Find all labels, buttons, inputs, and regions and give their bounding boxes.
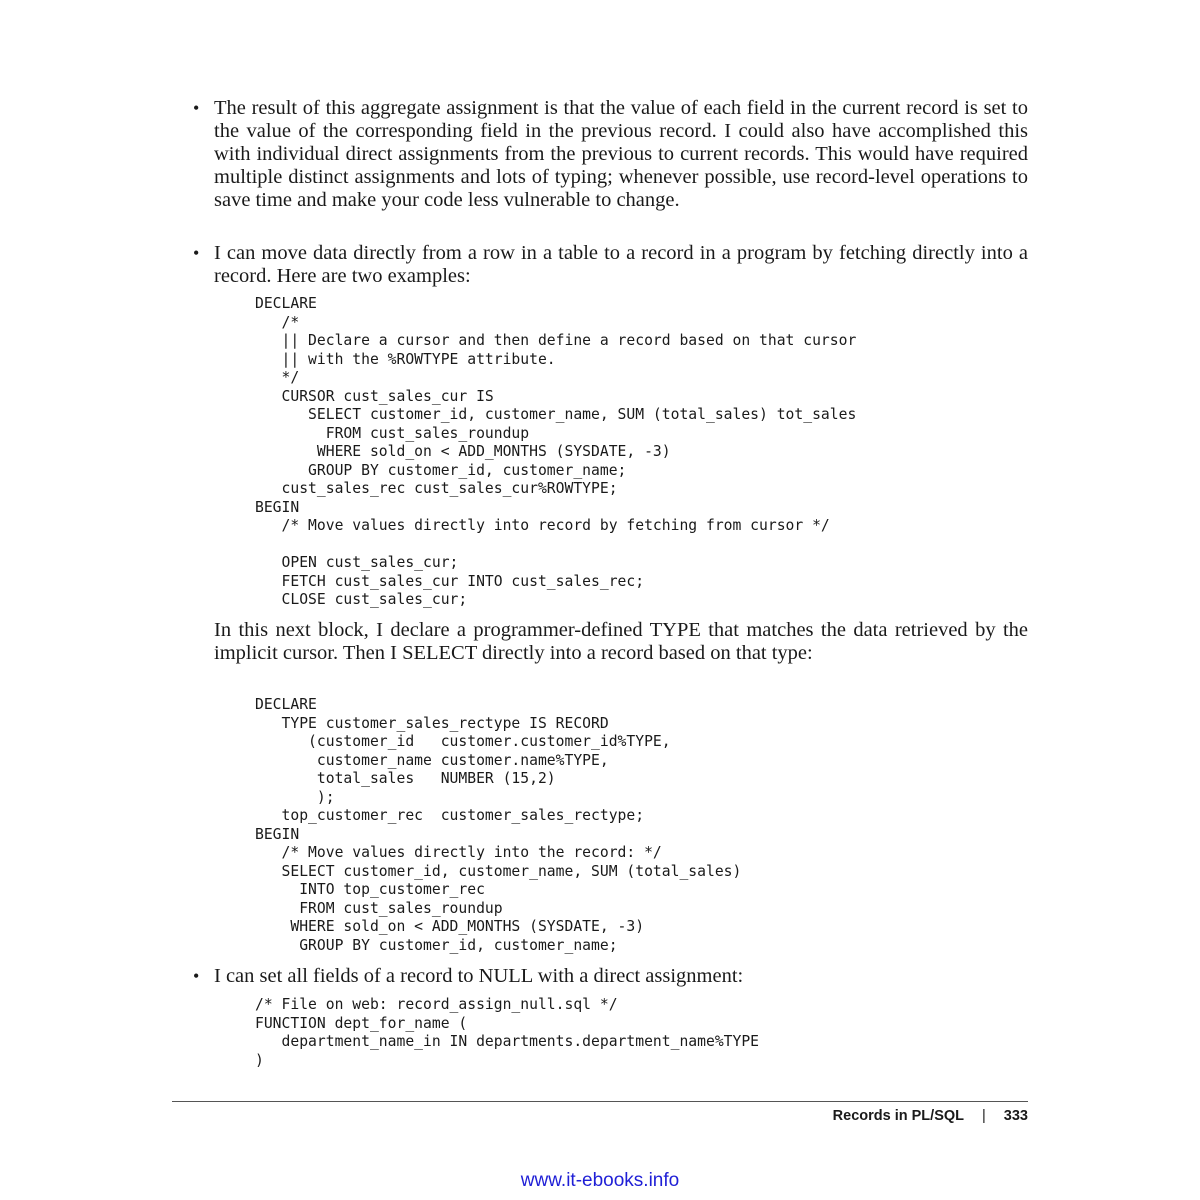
bullet-text: I can move data directly from a row in a table to a record in a program by fetching directly into a record. Here are two examples: [214,242,1028,287]
footer-section-title: Records in PL/SQL [832,1108,965,1124]
bullet-aggregate-assignment [193,97,1028,212]
bullet-dot: • [193,98,200,118]
page-number: 333 [1003,1108,1028,1124]
page-footer [833,1108,1028,1124]
bullet-text: The result of this aggregate assignment is that the value of each field in the current record is set to the value of the corresponding field in the previous record. I could also have accomplished this with individual direct assignments from the previous to current records. This would have required multiple distinct assignments and lots of typing; whenever possible, use record-level operations to save time and make your code less vulnerable to change. [214,97,1028,211]
code-block-select-into: DECLARE TYPE customer_sales_rectype IS RECORD (customer_id customer.customer_id%TYPE, customer_name customer.name%TYPE, total_sales NUMBER (15,2) ); top_customer_rec customer_sales_rectype; BEGIN /* Move values directly into the record: */ SELECT customer_id, customer_name, SUM (total_sales) INTO top_customer_rec FROM cust_sales_roundup WHERE sold_on < ADD_MONTHS (SYSDATE, -3) GROUP BY customer_id, customer_name; [255,696,742,954]
code-block-cursor-fetch: DECLARE /* || Declare a cursor and then define a record based on that cursor || with the %ROWTYPE attribute. */ CURSOR cust_sales_cur IS SELECT customer_id, customer_name, SUM (total_sales) tot_sales FROM cust_sales_roundup WHERE sold_on < ADD_MONTHS (SYSDATE, -3) GROUP BY customer_id, customer_name; cust_sales_rec cust_sales_cur%ROWTYPE; BEGIN /* Move values directly into record by fetching from cursor */ OPEN cust_sales_cur; FETCH cust_sales_cur INTO cust_sales_rec; CLOSE cust_sales_cur; [255,295,857,608]
website-link[interactable]: www.it-ebooks.info [520,1170,680,1191]
bullet-dot: • [193,243,200,263]
bullet-dot: • [193,966,200,986]
bullet-fetch-into-record [193,242,1028,288]
bullet-null-assignment [193,965,1028,988]
code-block-function-header: /* File on web: record_assign_null.sql */ FUNCTION dept_for_name ( department_name_in IN departments.department_name%TYPE ) [255,996,760,1069]
footer-divider [172,1101,1028,1102]
paragraph-programmer-defined-type: In this next block, I declare a programmer-defined TYPE that matches the data retrieved by the implicit cursor. Then I SELECT directly into a record based on that type: [214,619,1028,664]
bullet-text: I can set all fields of a record to NULL with a direct assignment: [214,965,744,987]
footer-separator: | [982,1108,986,1124]
